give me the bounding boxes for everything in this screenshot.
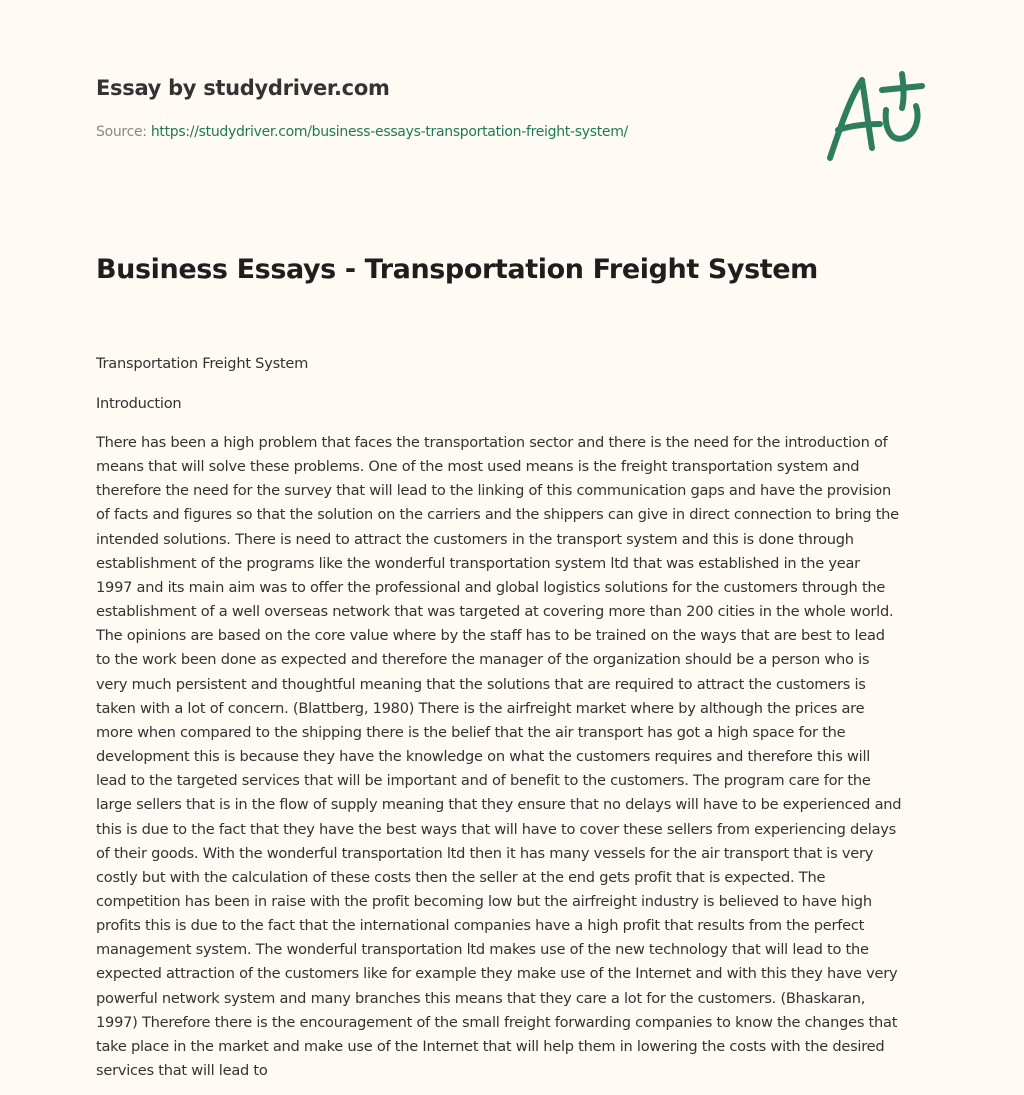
body-line: to the work been done as expected and therefore the manager of the organization should be a person who is: [96, 651, 870, 669]
essay-body: [96, 431, 901, 1083]
body-line: intended solutions. There is need to attract the customers in the transport system and this is done through: [96, 530, 854, 548]
a-plus-logo-icon: [820, 68, 930, 168]
body-line: therefore the need for the survey that will lead to the linking of this communication gaps and have the provision: [96, 482, 891, 500]
body-line: services that will lead to: [96, 1062, 268, 1080]
source-link[interactable]: https://studydriver.com/business-essays-transportation-freight-system/: [150, 124, 628, 140]
body-line: The opinions are based on the core value where by the staff has to be trained on the ways that are best to lead: [96, 627, 885, 645]
essay-subtitle: Transportation Freight System: [96, 355, 309, 372]
body-line: this is due to the fact that they have the best ways that will have to cover these sellers from experiencing delays: [96, 820, 897, 838]
site-brand: Essay by studydriver.com: [96, 76, 390, 100]
body-line: costly but with the calculation of these costs then the seller at the end gets profit that is expected. The: [96, 868, 826, 886]
body-line: competition has been in raise with the profit becoming low but the airfreight industry is believed to have high: [96, 892, 872, 910]
page-title: Business Essays - Transportation Freight System: [96, 254, 818, 285]
body-line: establishment of a well overseas network that was targeted at covering more than 200 cities in the whole world.: [96, 603, 894, 621]
body-line: There has been a high problem that faces the transportation sector and there is the need for the introduction of: [96, 434, 888, 451]
body-line: very much persistent and thoughtful meaning that the solutions that are required to attract the customers is: [96, 675, 866, 693]
body-line: 1997 and its main aim was to offer the professional and global logistics solutions for the customers through the: [96, 578, 886, 596]
body-line: taken with a lot of concern. (Blattberg, 1980) There is the airfreight market where by although the prices are: [96, 699, 865, 717]
body-line: means that will solve these problems. One of the most used means is the freight transportation system and: [96, 458, 860, 476]
body-line: of their goods. With the wonderful transportation ltd then it has many vessels for the air transport that is very: [96, 844, 874, 862]
body-line: lead to the targeted services that will be important and of benefit to the customers. The program care for the: [96, 772, 871, 790]
source-line: [96, 124, 628, 140]
body-line: more when compared to the shipping there is the belief that the air transport has got a high space for the: [96, 723, 846, 741]
section-heading: Introduction: [96, 395, 182, 412]
body-line: of facts and figures so that the solution on the carriers and the shippers can give in direct connection to bring the: [96, 506, 899, 524]
body-line: management system. The wonderful transportation ltd makes use of the new technology that will lead to the: [96, 941, 869, 959]
body-line: expected attraction of the customers like for example they make use of the Internet and with this they have very: [96, 965, 898, 983]
body-line: 1997) Therefore there is the encouragement of the small freight forwarding companies to know the changes that: [96, 1013, 898, 1031]
body-line: large sellers that is in the flow of supply meaning that they ensure that no delays will have to be experienced and: [96, 796, 902, 814]
body-line: establishment of the programs like the wonderful transportation system ltd that was established in the year: [96, 554, 860, 572]
source-label: Source:: [96, 124, 147, 140]
body-line: profits this is due to the fact that the international companies have a high profit that results from the perfect: [96, 917, 865, 935]
body-line: take place in the market and make use of the Internet that will help them in lowering the costs with the desired: [96, 1037, 885, 1055]
body-line: development this is because they have the knowledge on what the customers requires and therefore this will: [96, 748, 871, 766]
body-line: powerful network system and many branches this means that they care a lot for the customers. (Bhaskaran,: [96, 989, 866, 1007]
